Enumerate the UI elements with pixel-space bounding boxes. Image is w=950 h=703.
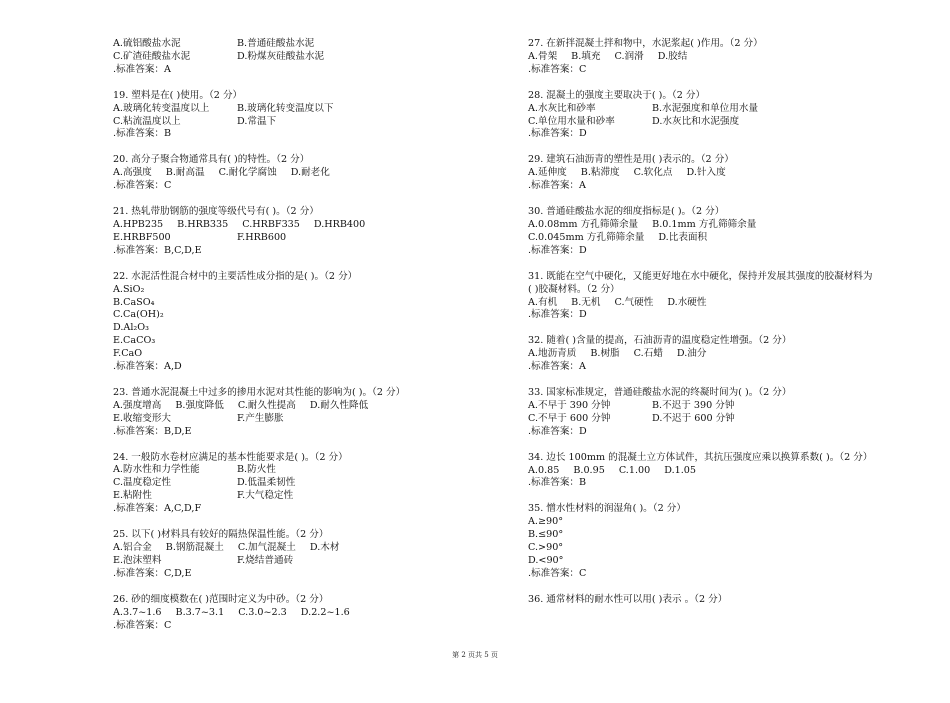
standard-answer: .标准答案：A xyxy=(113,63,171,75)
option-row xyxy=(113,607,508,620)
question-stem: 35. 憎水性材料的润湿角( )。（2 分） xyxy=(528,503,686,515)
option: C.3.0~2.3 xyxy=(238,606,287,618)
option: C.矿渣硅酸盐水泥 xyxy=(113,50,191,62)
option: A.延伸度 xyxy=(528,167,567,179)
question-stem: 32. 随着( )含量的提高，石油沥青的温度稳定性增强。（2 分） xyxy=(528,335,792,347)
option: C.耐化学腐蚀 xyxy=(218,167,277,179)
option: B.不迟于 390 分钟 xyxy=(652,399,735,411)
standard-answer: .标准答案：B xyxy=(113,128,172,140)
option-row xyxy=(113,400,508,413)
option: D.低温柔韧性 xyxy=(237,477,296,489)
option: B.防火性 xyxy=(237,464,276,476)
standard-answer: .标准答案：B xyxy=(528,477,587,489)
option: A.不早于 390 分钟 xyxy=(528,399,611,411)
option-row xyxy=(528,516,873,529)
standard-answer: .标准答案：A xyxy=(528,361,586,373)
option: C.1.00 xyxy=(618,464,651,476)
question-stem: 28. 混凝土的强度主要取决于( )。（2 分） xyxy=(528,89,706,101)
option-row xyxy=(113,413,508,426)
option-row xyxy=(113,284,508,297)
option: D.胶结 xyxy=(657,50,688,62)
question-block xyxy=(113,38,508,77)
option: E.粘附性 xyxy=(113,490,152,502)
option: F.产生膨胀 xyxy=(237,412,284,424)
standard-answer: .标准答案：B,D,E xyxy=(113,425,192,437)
option: C.润滑 xyxy=(614,50,644,62)
option: C.不早于 600 分钟 xyxy=(528,412,611,424)
option: D.耐久性降低 xyxy=(309,399,369,411)
option: B.钢筋混凝土 xyxy=(165,542,224,553)
option: D.1.05 xyxy=(664,464,696,476)
option: C.温度稳定性 xyxy=(113,477,172,489)
standard-answer: .标准答案：B,C,D,E xyxy=(113,244,202,256)
option: D.不迟于 600 分钟 xyxy=(652,412,735,424)
question-stem: 29. 建筑石油沥青的塑性是用( )表示的。（2 分） xyxy=(528,154,734,166)
option: A.玻璃化转变温度以上 xyxy=(113,102,210,114)
option: F.CaO xyxy=(113,348,143,360)
option-row xyxy=(528,529,873,542)
option-row xyxy=(113,103,508,116)
option: A.3.7~1.6 xyxy=(113,606,162,618)
option: E.CaCO₃ xyxy=(113,335,156,347)
option: A.≥90° xyxy=(528,516,564,528)
question-stem: 19. 塑料是在( )使用。（2 分） xyxy=(113,89,243,101)
question-block xyxy=(113,452,508,517)
option: C.>90° xyxy=(528,542,564,554)
option: C.软化点 xyxy=(633,167,673,179)
option: A.高强度 xyxy=(113,167,152,179)
question-stem: 24. 一般防水卷材应满足的基本性能要求是( )。（2 分） xyxy=(113,451,348,463)
question-stem: 23. 普通水泥混凝土中过多的掺用水泥对其性能的影响为( )。（2 分） xyxy=(113,386,406,398)
option: D.油分 xyxy=(676,348,707,360)
question-stem: 26. 砂的细度模数在( )范围时定义为中砂。（2 分） xyxy=(113,593,329,605)
option: F.HRB600 xyxy=(237,231,287,243)
option: A.0.85 xyxy=(528,464,560,476)
option: B.普通硅酸盐水泥 xyxy=(237,38,315,49)
option: B.耐高温 xyxy=(165,167,205,179)
question-block xyxy=(528,387,873,439)
option-row xyxy=(113,477,508,490)
option-row xyxy=(113,219,508,232)
option-row xyxy=(528,348,873,361)
option-row xyxy=(113,322,508,335)
option: B.玻璃化转变温度以下 xyxy=(237,102,334,114)
option: A.骨架 xyxy=(528,50,558,62)
option: D.<90° xyxy=(528,555,564,566)
option-row xyxy=(528,542,873,555)
option: A.0.08mm 方孔筛筛余量 xyxy=(528,218,639,230)
option: D.比表面积 xyxy=(658,231,708,243)
option-row xyxy=(113,542,508,555)
question-block xyxy=(113,90,508,142)
standard-answer: .标准答案：C xyxy=(528,567,587,579)
question-block xyxy=(528,206,873,258)
standard-answer: .标准答案：C xyxy=(113,180,172,192)
option: D.针入度 xyxy=(686,167,726,179)
standard-answer: .标准答案：A,D xyxy=(113,361,182,373)
option-row xyxy=(528,465,873,478)
option-row xyxy=(113,51,508,64)
question-block xyxy=(113,387,508,439)
option: D.Al₂O₃ xyxy=(113,322,149,334)
option: C.气硬性 xyxy=(614,296,654,308)
standard-answer: .标准答案：D xyxy=(528,309,587,321)
option: C.加气混凝土 xyxy=(237,542,296,553)
option: B.粘滞度 xyxy=(580,167,620,179)
option: F.大气稳定性 xyxy=(237,490,294,502)
option-row xyxy=(528,116,873,129)
question-stem: 27. 在新拌混凝土拌和物中，水泥浆起( )作用。（2 分） xyxy=(528,38,763,49)
option-row xyxy=(528,297,873,310)
option: A.地沥青质 xyxy=(528,348,577,360)
question-block xyxy=(113,529,508,581)
option: D.2.2~1.6 xyxy=(300,606,350,618)
option: A.水灰比和砂率 xyxy=(528,102,596,114)
question-block xyxy=(528,594,873,607)
standard-answer: .标准答案：D xyxy=(528,244,587,256)
option: F.烧结普通砖 xyxy=(237,554,294,566)
option: C.粘流温度以上 xyxy=(113,115,181,127)
question-block xyxy=(113,271,508,374)
option: B.填充 xyxy=(571,50,601,62)
option: A.铝合金 xyxy=(113,542,152,553)
option: B.无机 xyxy=(571,296,601,308)
option-row xyxy=(528,555,873,568)
question-stem: 31. 既能在空气中硬化，又能更好地在水中硬化，保持并发展其强度的胶凝材料为( )胶凝材料。（2 分） xyxy=(528,270,873,295)
option: B.水泥强度和单位用水量 xyxy=(652,102,759,114)
standard-answer: .标准答案：D xyxy=(528,425,587,437)
option: D.耐老化 xyxy=(290,167,330,179)
option: A.强度增高 xyxy=(113,399,162,411)
question-block xyxy=(528,90,873,142)
question-block xyxy=(113,594,508,633)
standard-answer: .标准答案：C xyxy=(528,63,587,75)
option: D.常温下 xyxy=(237,115,277,127)
option-row xyxy=(113,309,508,322)
question-stem: 20. 高分子聚合物通常具有( )的特性。（2 分） xyxy=(113,154,310,166)
option: D.粉煤灰硅酸盐水泥 xyxy=(237,50,325,62)
question-block xyxy=(528,503,873,580)
option: B.3.7~3.1 xyxy=(175,606,225,618)
question-stem: 34. 边长 100mm 的混凝土立方体试件，其抗压强度应乘以换算系数( )。（2 分） xyxy=(528,451,873,463)
option: B.树脂 xyxy=(590,348,620,360)
question-block xyxy=(528,271,873,323)
option: C.单位用水量和砂率 xyxy=(528,115,615,127)
option: B.0.1mm 方孔筛筛余量 xyxy=(652,218,757,230)
option: B.0.95 xyxy=(573,464,605,476)
standard-answer: .标准答案：C,D,E xyxy=(113,567,192,579)
option: D.水灰比和水泥强度 xyxy=(652,115,740,127)
option-row xyxy=(113,490,508,503)
option: C.HRBF335 xyxy=(242,218,300,230)
option: A.防水性和力学性能 xyxy=(113,464,200,476)
question-stem: 33. 国家标准规定，普通硅酸盐水泥的终凝时间为( )。（2 分） xyxy=(528,387,792,399)
option-row xyxy=(528,232,873,245)
option: E.收缩变形大 xyxy=(113,412,172,424)
question-block xyxy=(528,38,873,77)
question-block xyxy=(113,206,508,258)
question-block xyxy=(528,452,873,491)
question-stem: 21. 热轧带肋钢筋的强度等级代号有( )。（2 分） xyxy=(113,206,319,218)
option-row xyxy=(113,116,508,129)
question-stem: 25. 以下( )材料具有较好的隔热保温性能。（2 分） xyxy=(113,529,329,541)
option-row xyxy=(113,297,508,310)
question-block xyxy=(113,154,508,193)
option: D.木材 xyxy=(309,542,340,553)
option: B.强度降低 xyxy=(175,399,224,411)
option: C.耐久性提高 xyxy=(237,399,296,411)
option-row xyxy=(528,219,873,232)
option: B.HRB335 xyxy=(177,218,229,230)
standard-answer: .标准答案：D xyxy=(528,128,587,140)
question-stem: 22. 水泥活性混合材中的主要活性成分指的是( )。（2 分） xyxy=(113,270,358,282)
option: D.水硬性 xyxy=(667,296,707,308)
option: A.SiO₂ xyxy=(113,283,145,295)
option-row xyxy=(113,464,508,477)
question-block xyxy=(528,154,873,193)
option: C.Ca(OH)₂ xyxy=(113,309,164,321)
option-row xyxy=(113,348,508,361)
option-row xyxy=(113,555,508,568)
question-stem: 36. 通常材料的耐水性可以用( )表示 。（2 分） xyxy=(528,593,728,605)
option-row xyxy=(113,232,508,245)
option: A.硫铝酸盐水泥 xyxy=(113,38,181,49)
option-row xyxy=(528,51,873,64)
left-column xyxy=(113,38,508,645)
page-footer: 第 2 页共 5 页 xyxy=(452,651,498,659)
option: E.HRBF500 xyxy=(113,231,171,243)
option-row xyxy=(113,167,508,180)
standard-answer: .标准答案：A xyxy=(528,180,586,192)
question-block xyxy=(528,335,873,374)
option-row xyxy=(528,413,873,426)
option: B.CaSO₄ xyxy=(113,296,155,308)
right-column xyxy=(528,38,873,620)
standard-answer: .标准答案：A,C,D,F xyxy=(113,503,202,515)
option-row xyxy=(113,38,508,51)
option-row xyxy=(528,103,873,116)
option: A.有机 xyxy=(528,296,558,308)
option: C.石蜡 xyxy=(633,348,663,360)
option: C.0.045mm 方孔筛筛余量 xyxy=(528,231,645,243)
question-stem: 30. 普通硅酸盐水泥的细度指标是( )。（2 分） xyxy=(528,206,725,218)
option-row xyxy=(528,400,873,413)
option-row xyxy=(528,167,873,180)
option: E.泡沫塑料 xyxy=(113,554,162,566)
option: A.HPB235 xyxy=(113,218,164,230)
option: D.HRB400 xyxy=(313,218,366,230)
standard-answer: .标准答案：C xyxy=(113,619,172,631)
option: B.≤90° xyxy=(528,529,564,541)
option-row xyxy=(113,335,508,348)
